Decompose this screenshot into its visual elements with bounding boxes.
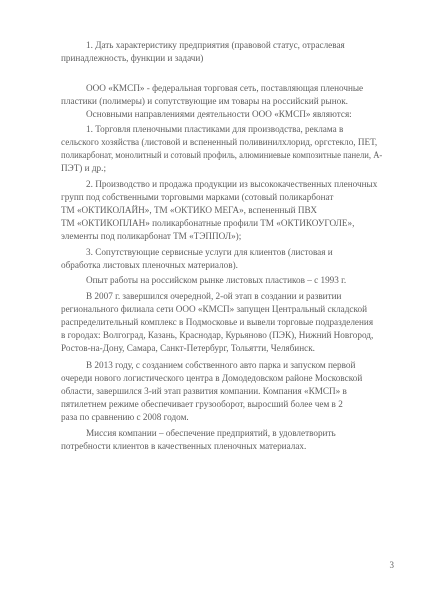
list-item-line: ПЭТ) и др.;	[61, 163, 106, 173]
list-item-line: 2. Производство и продажа продукции из высококачественных пленочных	[86, 179, 378, 189]
paragraph-line: Ростов-на-Дону, Самара, Санкт-Петербург, Тольятти, Челябинск.	[61, 343, 315, 353]
list-item-line: групп под собственными торговыми марками (сотовый поликарбонат	[61, 192, 334, 202]
list-item-line: обработка листовых пленочных материалов).	[61, 260, 238, 270]
heading-line-2: принадлежность, функции и задачи)	[61, 53, 204, 63]
paragraph-line: Миссия компании – обеспечение предприятий, в удовлетворить	[86, 428, 336, 438]
paragraph-line: В 2013 году, с созданием собственного авто парка и запуском первой	[86, 360, 356, 370]
paragraph-line: пятилетнем режиме обеспечивает грузооборот, выросший более чем в 2	[61, 399, 343, 409]
list-item-line: элементы под поликарбонат ТМ «ТЭППОЛ»);	[61, 231, 242, 241]
paragraph-line: потребности клиентов в качественных пленочных материалах.	[61, 441, 307, 451]
paragraph-line: в городах: Волгоград, Казань, Краснодар, Курьяново (ПЭК), Нижний Новгород,	[61, 330, 374, 340]
paragraph-line: ООО «КМСП» - федеральная торговая сеть, поставляющая пленочные	[86, 83, 364, 93]
page-number: 3	[389, 560, 394, 570]
paragraph-line: пластики (полимеры) и сопутствующие им товары на российский рынок.	[61, 96, 348, 106]
paragraph-line: Основными направлениями деятельности ООО «КМСП» являются:	[86, 109, 352, 119]
paragraph-line: В 2007 г. завершился очередной, 2-ой этап в создании и развитии	[86, 291, 342, 301]
paragraph-line: распределительный комплекс в Подмосковье и вывели торговые подразделения	[61, 317, 374, 327]
list-item-line: сельского хозяйства (листовой и вспененный поливинилхлорид, оргстекло, ПЕТ,	[61, 137, 378, 147]
list-item-line: ТМ «ОКТИКОЛАЙН», ТМ «ОКТИКО МЕГА», вспененный ПВХ	[61, 205, 318, 215]
heading-line-1: 1. Дать характеристику предприятия (правовой статус, отраслевая	[86, 40, 345, 50]
list-item-line: поликарбонат, монолитный и сотовый профиль, алюминиевые композитные панели, А-	[61, 150, 383, 160]
paragraph-line: области, завершился 3-ий этап развития компании. Компания «КМСП» в	[61, 386, 347, 396]
paragraph-line: раза по сравнению с 2008 годом.	[61, 412, 189, 422]
list-item-line: 3. Сопутствующие сервисные услуги для клиентов (листовая и	[86, 247, 333, 257]
paragraph-line: регионального филиала сети ООО «КМСП» запущен Центральный складской	[61, 304, 367, 314]
paragraph-line: очереди нового логистического центра в Домодедовском районе Московской	[61, 373, 363, 383]
list-item-line: ТМ «ОКТИКОПЛАН» поликарбонатные профили ТМ «ОКТИКОУГОЛЕ»,	[61, 218, 355, 228]
paragraph-line: Опыт работы на российском рынке листовых пластиков – с 1993 г.	[86, 275, 347, 285]
list-item-line: 1. Торговля пленочными пластиками для производства, реклама в	[86, 124, 344, 134]
